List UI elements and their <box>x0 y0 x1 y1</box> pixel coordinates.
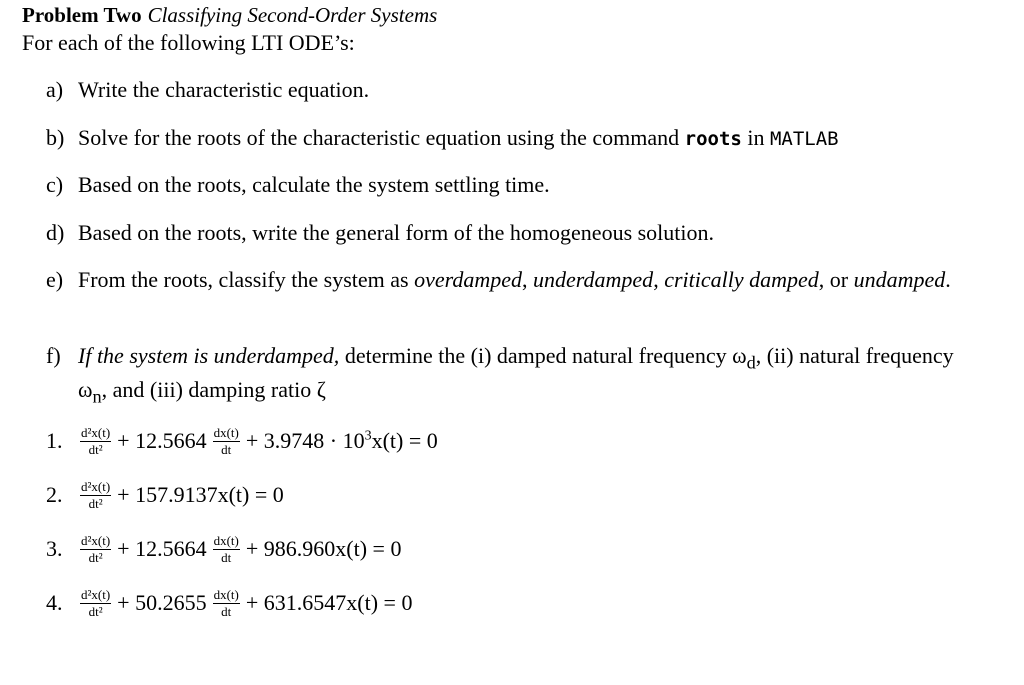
first-derivative-fraction <box>213 534 240 565</box>
frac-denominator: dt <box>221 441 232 457</box>
part-text-line1: determine the (i) damped natural frequency ω <box>344 343 747 368</box>
second-derivative-fraction <box>80 426 111 457</box>
equation-number: 2. <box>46 482 63 507</box>
equation-4 <box>46 583 416 623</box>
equation-3 <box>46 529 405 569</box>
damping-term: + 12.5664 <box>117 536 207 561</box>
stiffness-term: + 3.9748 · 10 <box>245 428 365 453</box>
part-condition: If the system is underdamped, <box>78 343 340 368</box>
part-text-middle: in <box>747 125 765 150</box>
damping-term: + 50.2655 <box>117 590 207 615</box>
option-critically-damped: critically damped <box>664 267 819 292</box>
part-b <box>46 124 958 153</box>
equation-number: 4. <box>46 590 63 615</box>
exponent: 3 <box>364 428 372 444</box>
problem-header <box>22 1 437 29</box>
option-overdamped: overdamped <box>414 267 523 292</box>
part-text: Based on the roots, calculate the system settling time. <box>78 172 550 197</box>
frac-numerator: d²x(t) <box>81 478 111 494</box>
part-label: e) <box>46 267 64 292</box>
part-label: f) <box>46 343 61 368</box>
equation-number: 1. <box>46 428 63 453</box>
part-text: Write the characteristic equation. <box>78 77 370 102</box>
frac-numerator: d²x(t) <box>81 424 111 440</box>
equation-2 <box>46 475 288 515</box>
option-undamped: undamped <box>853 267 946 292</box>
equation-rhs: x(t) = 0 <box>371 428 438 453</box>
frac-numerator: dx(t) <box>213 532 239 548</box>
part-text: From the roots, classify the system as <box>78 267 409 292</box>
intro-text: For each of the following LTI ODE’s: <box>22 30 355 55</box>
stiffness-term: + 986.960x(t) = 0 <box>245 536 402 561</box>
part-text-or: or <box>829 267 849 292</box>
equation-number: 3. <box>46 536 63 561</box>
part-label: b) <box>46 125 65 150</box>
problem-subtitle: Classifying Second-Order Systems <box>147 3 438 27</box>
part-e: e) From the roots, classify the system as overdamped, underdamped, critically damped, or undamped. <box>46 267 951 292</box>
frac-numerator: dx(t) <box>213 586 239 602</box>
second-derivative-fraction <box>80 534 111 565</box>
subscript-n: n <box>92 386 102 407</box>
part-c <box>46 171 958 199</box>
frac-denominator: dt² <box>88 495 103 511</box>
subscript-d: d <box>746 352 756 373</box>
part-text: Based on the roots, write the general form of the homogeneous solution. <box>78 220 715 245</box>
frac-numerator: d²x(t) <box>81 532 111 548</box>
frac-denominator: dt² <box>88 441 103 457</box>
first-derivative-fraction <box>213 588 240 619</box>
stiffness-term: + 157.9137x(t) = 0 <box>117 482 284 507</box>
part-text: Solve for the roots of the characteristic equation using the command <box>78 125 680 150</box>
damping-term: + 12.5664 <box>117 428 207 453</box>
frac-denominator: dt² <box>88 603 103 619</box>
frac-denominator: dt <box>221 549 232 565</box>
part-text-line1-end: , (ii) <box>755 343 794 368</box>
option-underdamped: underdamped <box>533 267 654 292</box>
part-label: d) <box>46 220 65 245</box>
equation-1 <box>46 421 442 461</box>
part-text-line2-end: , and (iii) damping ratio ζ <box>101 377 326 403</box>
part-text-line2: natural frequency ω <box>78 343 954 403</box>
part-label: c) <box>46 172 64 197</box>
frac-numerator: d²x(t) <box>81 586 111 602</box>
part-d <box>46 219 958 247</box>
first-derivative-fraction <box>213 426 240 457</box>
part-label: a) <box>46 77 64 102</box>
part-a <box>46 76 958 104</box>
second-derivative-fraction <box>80 588 111 619</box>
frac-denominator: dt <box>221 603 232 619</box>
problem-heading: Problem Two <box>22 3 142 27</box>
software-name: MATLAB <box>769 128 839 150</box>
part-f <box>46 342 958 411</box>
second-derivative-fraction <box>80 480 111 511</box>
stiffness-term: + 631.6547x(t) = 0 <box>245 590 413 615</box>
command-roots: roots <box>684 128 742 150</box>
frac-denominator: dt² <box>88 549 103 565</box>
frac-numerator: dx(t) <box>213 424 239 440</box>
